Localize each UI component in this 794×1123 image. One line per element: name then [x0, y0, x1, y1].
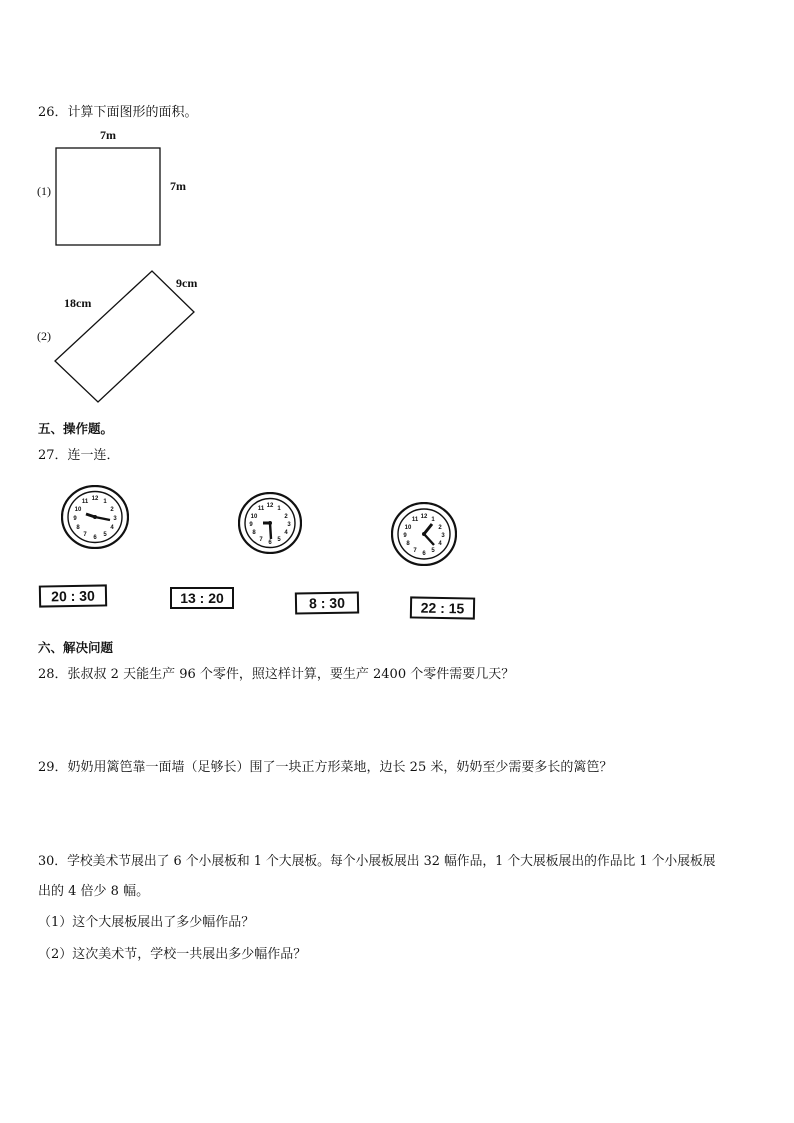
- fig1-side-label: 7m: [170, 179, 186, 193]
- svg-text:6: 6: [268, 540, 272, 546]
- svg-text:11: 11: [81, 499, 89, 505]
- svg-text:10: 10: [74, 507, 82, 513]
- fig2-tag: (2): [37, 329, 51, 343]
- svg-text:2: 2: [284, 514, 288, 520]
- svg-text:11: 11: [411, 517, 419, 523]
- svg-text:2: 2: [438, 525, 442, 531]
- svg-text:9: 9: [403, 533, 407, 539]
- svg-text:3: 3: [287, 522, 291, 528]
- svg-text:10: 10: [250, 514, 258, 520]
- svg-text:7: 7: [83, 532, 87, 538]
- q28-text: 28．张叔叔 2 天能生产 96 个零件，照这样计算，要生产 2400 个零件需要几天？: [38, 667, 515, 682]
- svg-text:4: 4: [284, 530, 288, 536]
- svg-text:8: 8: [406, 541, 410, 547]
- svg-text:9: 9: [249, 522, 253, 528]
- svg-text:10: 10: [404, 525, 412, 531]
- time-box-1[interactable]: 20 : 30: [39, 584, 107, 607]
- q30-sub2: （2）这次美术节，学校一共展出多少幅作品？: [38, 947, 307, 962]
- section5-heading: 五、操作题。: [38, 421, 114, 436]
- svg-text:3: 3: [441, 533, 445, 539]
- svg-text:5: 5: [431, 548, 435, 554]
- svg-text:6: 6: [93, 535, 97, 541]
- svg-text:7: 7: [413, 548, 417, 554]
- time-box-3[interactable]: 8 : 30: [295, 591, 359, 614]
- svg-text:9: 9: [73, 516, 77, 522]
- fig1-top-label: 7m: [100, 128, 116, 142]
- svg-text:6: 6: [422, 551, 426, 557]
- svg-text:1: 1: [103, 499, 107, 505]
- svg-text:12: 12: [266, 503, 274, 509]
- svg-text:12: 12: [420, 514, 428, 520]
- q30-line1: 30．学校美术节展出了 6 个小展板和 1 个大展板。每个小展板展出 32 幅作品，1 个大展板展出的作品比 1 个小展板展: [38, 854, 716, 869]
- time-box-2[interactable]: 13 : 20: [170, 587, 234, 609]
- svg-text:8: 8: [252, 530, 256, 536]
- clock-1: [61, 485, 129, 549]
- q27-title: 27．连一连．: [38, 448, 120, 463]
- clock-2: [238, 492, 302, 554]
- svg-text:1: 1: [277, 506, 281, 512]
- fig2-long-label: 18cm: [64, 296, 92, 310]
- q30-line2: 出的 4 倍少 8 幅。: [38, 884, 150, 899]
- figure-square: [0, 0, 794, 420]
- svg-text:3: 3: [113, 516, 117, 522]
- clock-3: [391, 502, 457, 566]
- time-box-4[interactable]: 22 : 15: [410, 596, 475, 619]
- svg-text:1: 1: [431, 517, 435, 523]
- svg-text:5: 5: [277, 537, 281, 543]
- fig2-short-label: 9cm: [176, 276, 198, 290]
- svg-text:5: 5: [103, 532, 107, 538]
- svg-text:8: 8: [76, 525, 80, 531]
- svg-text:7: 7: [259, 537, 263, 543]
- svg-text:4: 4: [110, 525, 114, 531]
- figure-parallelogram: [55, 271, 194, 402]
- fig1-tag: (1): [37, 184, 51, 198]
- svg-text:12: 12: [91, 496, 99, 502]
- q30-sub1: （1）这个大展板展出了多少幅作品？: [38, 915, 255, 930]
- q29-text: 29．奶奶用篱笆靠一面墙（足够长）围了一块正方形菜地，边长 25 米，奶奶至少需要多长的篱笆？: [38, 760, 613, 775]
- svg-text:4: 4: [438, 541, 442, 547]
- svg-text:11: 11: [257, 506, 265, 512]
- q26-title: 26．计算下面图形的面积。: [38, 105, 198, 120]
- section6-heading: 六、解决问题: [38, 640, 114, 655]
- svg-text:2: 2: [110, 507, 114, 513]
